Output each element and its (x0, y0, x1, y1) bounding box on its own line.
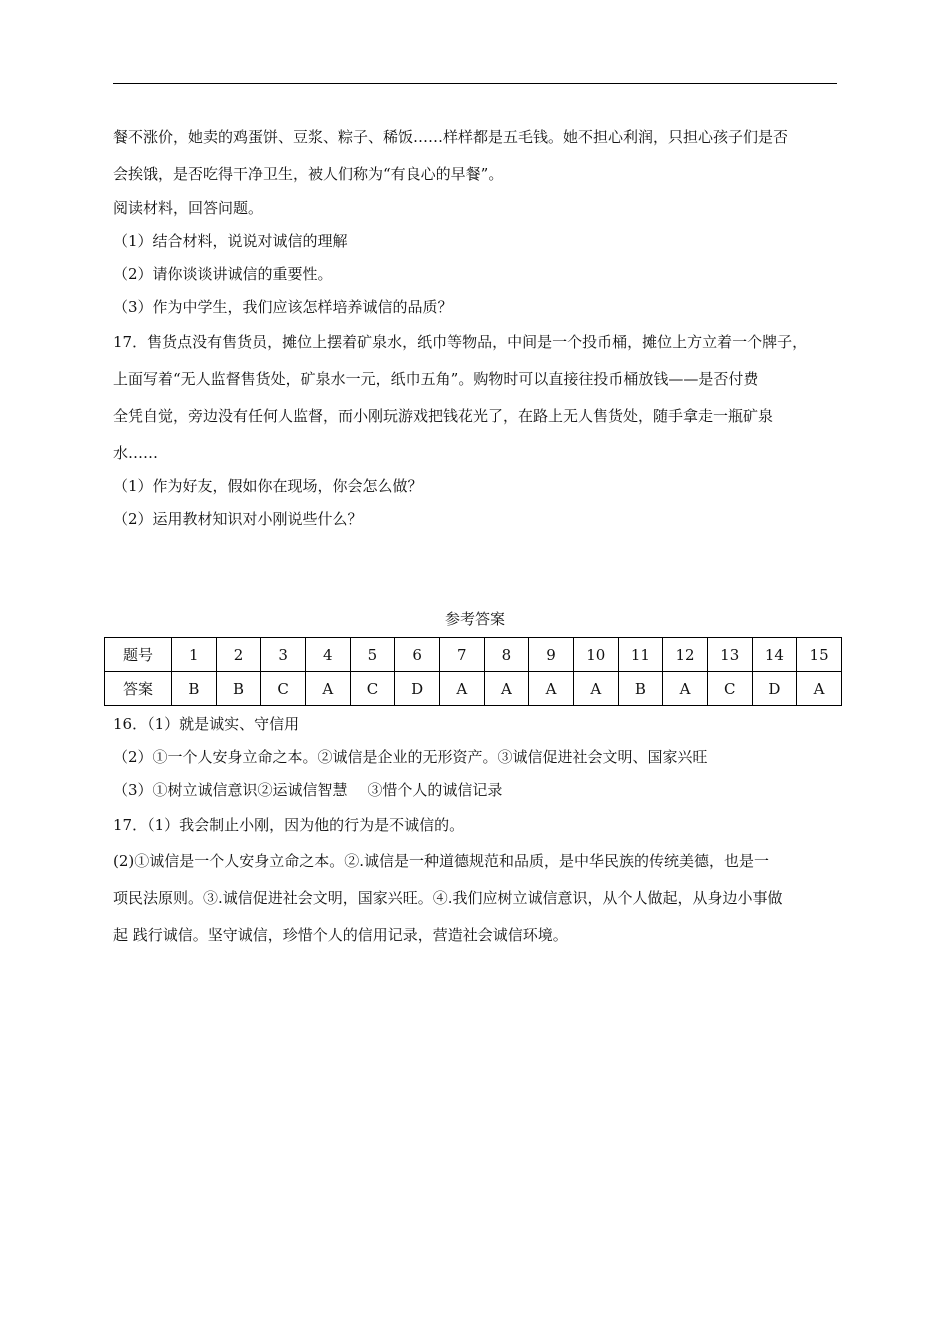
table-cell: A (439, 672, 484, 706)
q17-text-4: 水…… (113, 444, 159, 462)
table-cell: 2 (216, 638, 261, 672)
answer-17-4: 起 践行诚信。坚守诚信，珍惜个人的信用记录，营造社会诚信环境。 (113, 926, 568, 944)
table-cell: 1 (172, 638, 217, 672)
row-label-number: 题号 (105, 638, 172, 672)
material-line-2: 会挨饿，是否吃得干净卫生，被人们称为“有良心的早餐”。 (113, 165, 504, 183)
table-cell: A (484, 672, 529, 706)
answer-table-row-numbers (105, 638, 842, 672)
answer-16-1: 16．（1）就是诚实、守信用 (113, 715, 300, 733)
table-cell: A (797, 672, 842, 706)
header-rule (113, 83, 837, 84)
table-cell: 5 (350, 638, 395, 672)
table-cell: 6 (395, 638, 440, 672)
table-cell: A (305, 672, 350, 706)
answer-table (104, 637, 842, 706)
table-cell: A (663, 672, 708, 706)
answer-17-2: (2)①诚信是一个人安身立命之本。②.诚信是一种道德规范和品质，是中华民族的传统美德，也是一 (113, 852, 770, 870)
row-label-answer: 答案 (105, 672, 172, 706)
material-line-1: 餐不涨价，她卖的鸡蛋饼、豆浆、粽子、稀饭……样样都是五毛钱。她不担心利润，只担心孩子们是否 (113, 128, 789, 146)
table-cell: 13 (707, 638, 752, 672)
answer-table-row-answers (105, 672, 842, 706)
q16-sub-1: （1）结合材料，说说对诚信的理解 (113, 232, 348, 250)
q17-sub-1: （1）作为好友，假如你在现场，你会怎么做？ (113, 477, 423, 495)
table-cell: A (529, 672, 574, 706)
q17-sub-2: （2）运用教材知识对小刚说些什么？ (113, 510, 363, 528)
q16-sub-3: （3）作为中学生，我们应该怎样培养诚信的品质？ (113, 298, 453, 316)
table-cell: 11 (618, 638, 663, 672)
q17-text-2: 上面写着“无人监督售货处，矿泉水一元，纸巾五角”。购物时可以直接往投币桶放钱——是否付费 (113, 370, 759, 388)
q17-text-1: 17．售货点没有售货员，摊位上摆着矿泉水，纸巾等物品，中间是一个投币桶，摊位上方立着一个牌子， (113, 333, 808, 351)
answer-17-1: 17．（1）我会制止小刚，因为他的行为是不诚信的。 (113, 816, 465, 834)
table-cell: 4 (305, 638, 350, 672)
table-cell: 7 (439, 638, 484, 672)
table-cell: D (395, 672, 440, 706)
table-cell: 9 (529, 638, 574, 672)
table-cell: B (618, 672, 663, 706)
table-cell: C (261, 672, 306, 706)
answer-16-3: （3）①树立诚信意识②运诚信智慧 ③惜个人的诚信记录 (113, 781, 503, 799)
table-cell: B (216, 672, 261, 706)
table-cell: 10 (573, 638, 618, 672)
answer-title: 参考答案 (444, 610, 505, 628)
table-cell: 14 (752, 638, 797, 672)
table-cell: 15 (797, 638, 842, 672)
table-cell: C (350, 672, 395, 706)
table-cell: C (707, 672, 752, 706)
answer-16-2: （2）①一个人安身立命之本。②诚信是企业的无形资产。③诚信促进社会文明、国家兴旺 (113, 748, 708, 766)
answer-17-3: 项民法原则。③.诚信促进社会文明，国家兴旺。④.我们应树立诚信意识，从个人做起，从身边小事做 (113, 889, 783, 907)
q17-text-3: 全凭自觉，旁边没有任何人监督，而小刚玩游戏把钱花光了，在路上无人售货处，随手拿走一瓶矿泉 (113, 407, 774, 425)
table-cell: 3 (261, 638, 306, 672)
table-cell: B (172, 672, 217, 706)
table-cell: 8 (484, 638, 529, 672)
table-cell: A (573, 672, 618, 706)
table-cell: 12 (663, 638, 708, 672)
table-cell: D (752, 672, 797, 706)
q16-sub-2: （2）请你谈谈讲诚信的重要性。 (113, 265, 333, 283)
q16-instruction: 阅读材料，回答问题。 (113, 199, 264, 217)
